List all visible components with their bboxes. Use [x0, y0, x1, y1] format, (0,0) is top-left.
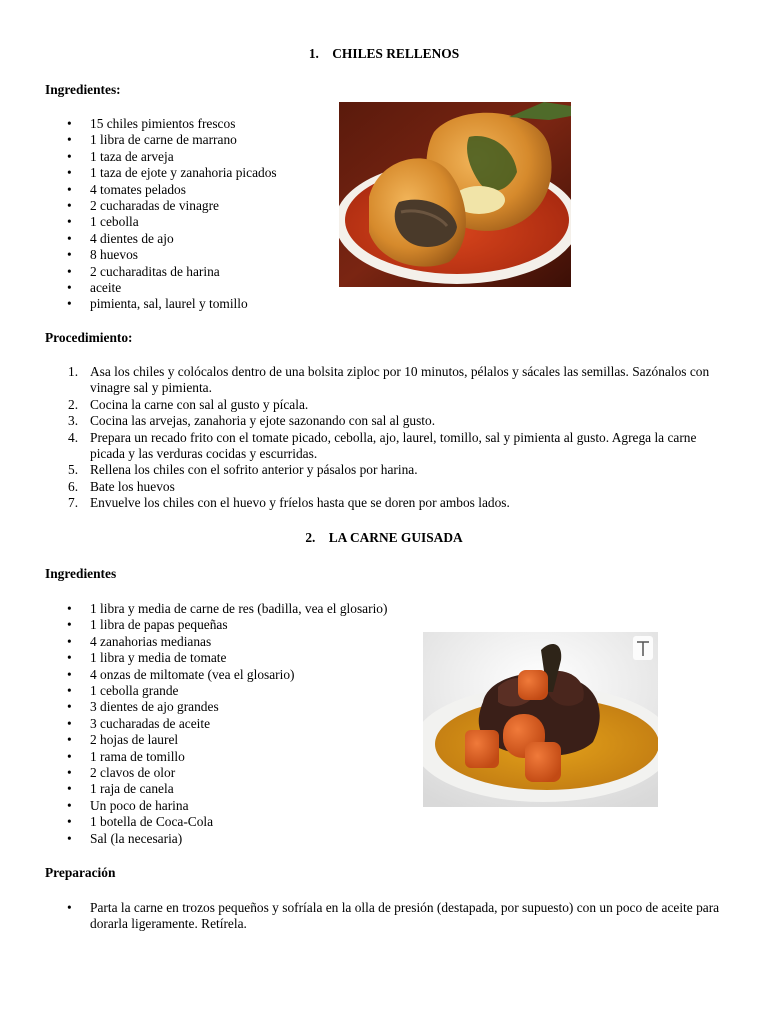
step-number: 7.	[68, 495, 79, 511]
ingredient-item: • Sal (la necesaria)	[90, 831, 387, 847]
procedure-step	[68, 364, 730, 397]
ingredient-item: • 1 botella de Coca-Cola	[90, 814, 387, 830]
step-number: 5.	[68, 462, 79, 478]
step-number: 6.	[68, 478, 79, 494]
ingredient-item: • 1 cebolla	[90, 214, 277, 230]
step-text: Rellena los chiles con el sofrito anterior y pásalos por harina.	[90, 462, 418, 478]
step-number: 1.	[68, 364, 79, 379]
ingredient-item: • 1 libra y media de tomate	[90, 650, 387, 666]
ingredient-item: • 3 cucharadas de aceite	[90, 716, 387, 732]
procedure-step	[68, 396, 730, 413]
ingredient-item: • 1 libra de carne de marrano	[90, 132, 277, 148]
step-text: Bate los huevos	[90, 478, 175, 494]
chiles-rellenos-photo	[339, 102, 571, 287]
step-text: Envuelve los chiles con el huevo y fríelos hasta que se doren por ambos lados.	[90, 495, 510, 511]
ingredient-item: • 4 dientes de ajo	[90, 231, 277, 247]
procedure-step	[68, 429, 730, 463]
ingredient-item: • 1 libra de papas pequeñas	[90, 617, 387, 633]
recipe-1-ingredients-heading: Ingredientes:	[45, 82, 121, 97]
ingredient-item: • pimienta, sal, laurel y tomillo	[90, 296, 277, 312]
ingredient-item: • aceite	[90, 280, 277, 296]
ingredient-item: • 1 taza de arveja	[90, 149, 277, 165]
recipe-1-procedure-heading: Procedimiento:	[45, 330, 133, 345]
recipe-1-number: 1.	[308, 46, 319, 61]
recipe-2-preparation-heading: Preparación	[45, 865, 116, 880]
ingredient-item: • 1 rama de tomillo	[90, 749, 387, 765]
ingredient-item: • 2 cucharaditas de harina	[90, 264, 277, 280]
ingredient-item: • 1 cebolla grande	[90, 683, 387, 699]
recipe-2-ingredients-list	[90, 601, 387, 847]
ingredient-item: • 15 chiles pimientos frescos	[90, 116, 277, 132]
recipe-2-preparation-list	[90, 900, 730, 933]
ingredient-item: • 2 cucharadas de vinagre	[90, 198, 277, 214]
carne-guisada-photo	[423, 632, 658, 807]
step-text: Cocina las arvejas, zanahoria y ejote sazonando con sal al gusto.	[90, 413, 436, 429]
recipe-2-title	[0, 530, 768, 546]
step-text: Asa los chiles y colócalos dentro de una bolsita ziploc por 10 minutos, pélalos y sácales las semillas. Sazónalos con vinagre sal y pimienta.	[90, 364, 710, 396]
ingredient-item: • 8 huevos	[90, 247, 277, 263]
procedure-step	[68, 462, 730, 478]
ingredient-item: • 1 raja de canela	[90, 781, 387, 797]
ingredient-item: • 4 zanahorias medianas	[90, 634, 387, 650]
recipe-2-title-text: LA CARNE GUISADA	[328, 530, 463, 545]
ingredient-item: • Un poco de harina	[90, 798, 387, 814]
recipe-1-steps-list	[68, 364, 730, 512]
ingredient-item: • 2 clavos de olor	[90, 765, 387, 781]
step-number: 3.	[68, 413, 79, 429]
recipe-1-ingredients-list	[90, 116, 277, 313]
recipe-1-title	[0, 46, 768, 62]
recipe-2-ingredients-heading: Ingredientes	[45, 566, 117, 581]
ingredient-item: • 4 onzas de miltomate (vea el glosario)	[90, 667, 387, 683]
preparation-item: • Parta la carne en trozos pequeños y sofríala en la olla de presión (destapada, por supuesto) con un poco de aceite para dorarla ligeramente. Retírela.	[90, 900, 730, 933]
step-number: 4.	[68, 429, 79, 445]
procedure-step	[68, 478, 730, 495]
ingredient-item: • 1 taza de ejote y zanahoria picados	[90, 165, 277, 181]
ingredient-item: • 2 hojas de laurel	[90, 732, 387, 748]
step-number: 2.	[68, 396, 79, 412]
ingredient-item: • 4 tomates pelados	[90, 182, 277, 198]
recipe-1-title-text: CHILES RELLENOS	[332, 46, 460, 61]
step-text: Cocina la carne con sal al gusto y pícala.	[90, 396, 309, 412]
procedure-step	[68, 413, 730, 429]
step-text: Prepara un recado frito con el tomate picado, cebolla, ajo, laurel, tomillo, sal y pimienta al gusto. Agrega la carne picada y las verduras cocidas y escurridas.	[90, 429, 697, 462]
ingredient-item: • 3 dientes de ajo grandes	[90, 699, 387, 715]
procedure-step	[68, 495, 730, 511]
ingredient-item: • 1 libra y media de carne de res (badilla, vea el glosario)	[90, 601, 387, 617]
recipe-2-number: 2.	[305, 530, 316, 545]
